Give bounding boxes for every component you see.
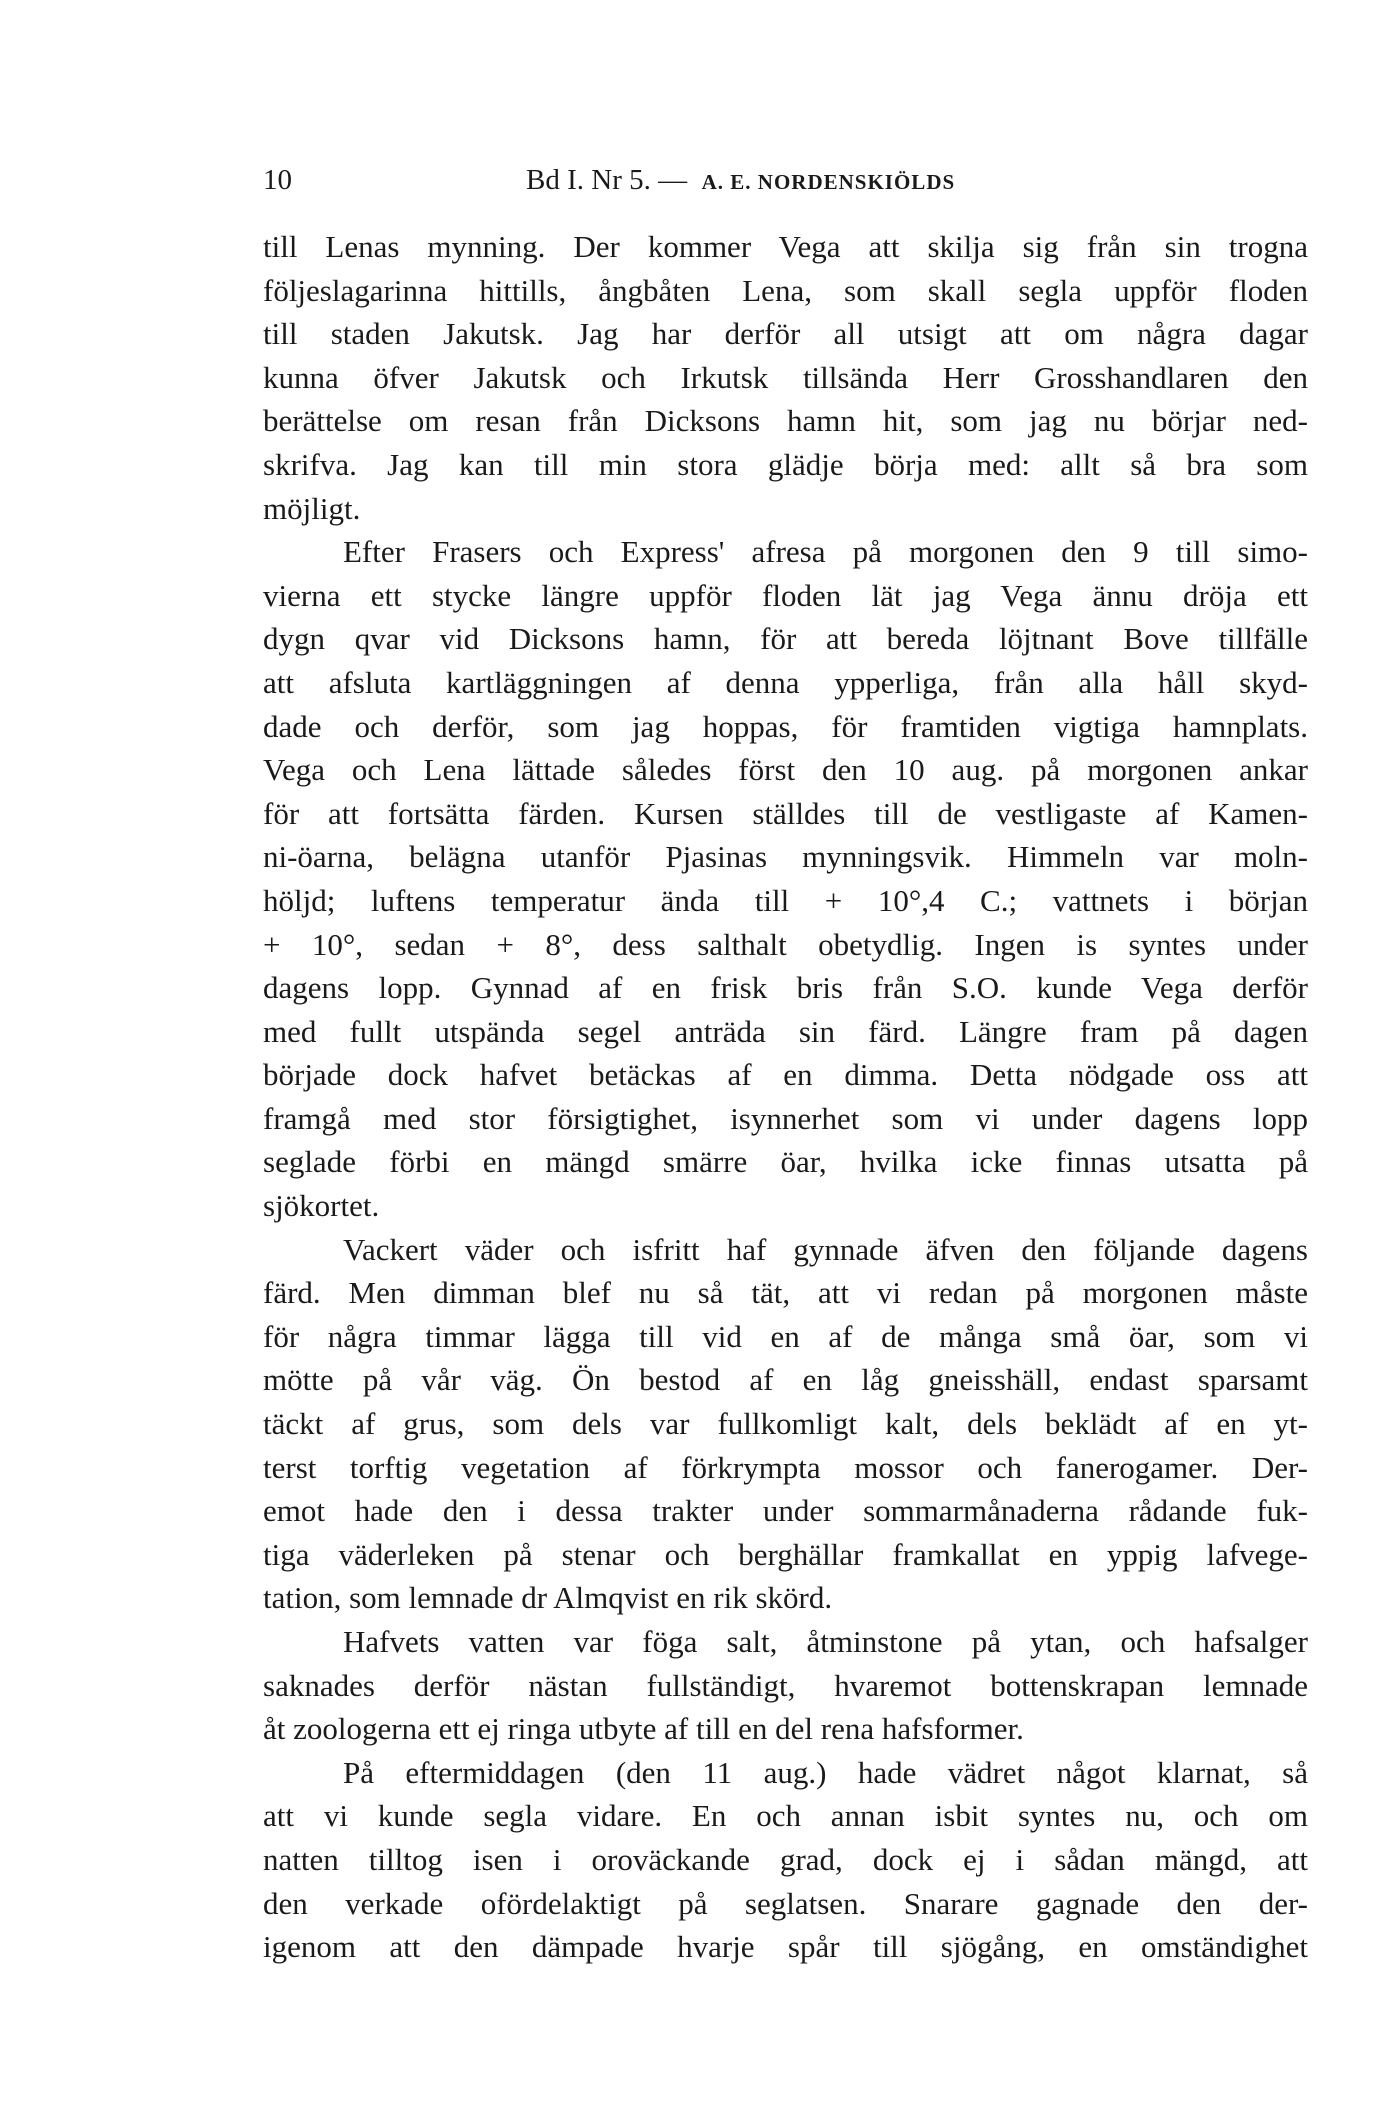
text-line: till Lenas mynning. Der kommer Vega att skilja sig från sin trogna	[263, 229, 1308, 264]
text-line: att vi kunde segla vidare. En och annan isbit syntes nu, och om	[263, 1798, 1308, 1834]
text-line: terst torftig vegetation af förkrympta mossor och fanerogamer. Der-	[263, 1449, 1308, 1485]
text-line: emot hade den i dessa trakter under sommarmånaderna rådande fuk-	[263, 1493, 1308, 1529]
text-line: tation, som lemnade dr Almqvist en rik skörd.	[263, 1580, 833, 1616]
text-line: för några timmar lägga till vid en af de många små öar, som vi	[263, 1318, 1308, 1354]
running-head	[263, 160, 1308, 200]
text-line: saknades derför nästan fullständigt, hvaremot bottenskrapan lemnade	[263, 1667, 1308, 1703]
text-line: ni-öarna, belägna utanför Pjasinas mynningsvik. Himmeln var moln-	[263, 839, 1308, 875]
author-name: A. E. NORDENSKIÖLDS	[701, 170, 956, 194]
text-line: natten tilltog isen i oroväckande grad, dock ej i sådan mängd, att	[263, 1841, 1308, 1877]
text-line: mötte på vår väg. Ön bestod af en låg gneisshäll, endast sparsamt	[263, 1362, 1308, 1398]
text-line: sjökortet.	[263, 1188, 380, 1224]
text-line: till staden Jakutsk. Jag har derför all utsigt att om några dagar	[263, 316, 1308, 352]
text-line: den verkade ofördelaktigt på seglatsen. Snarare gagnade den der-	[263, 1885, 1308, 1921]
text-line: följeslagarinna hittills, ångbåten Lena, som skall segla uppför floden	[263, 272, 1308, 308]
text-line: Hafvets vatten var föga salt, åtminstone på ytan, och hafsalger	[343, 1624, 1308, 1659]
text-line: dagens lopp. Gynnad af en frisk bris från S.O. kunde Vega derför	[263, 970, 1308, 1006]
text-line: Vackert väder och isfritt haf gynnade äfven den följande dagens	[343, 1231, 1308, 1267]
running-title	[526, 160, 955, 202]
text-line: vierna ett stycke längre uppför floden lät jag Vega ännu dröja ett	[263, 577, 1308, 613]
text-line: för att fortsätta färden. Kursen ställdes till de vestligaste af Kamen-	[263, 795, 1308, 831]
text-line: skrifva. Jag kan till min stora glädje börja med: allt så bra som	[263, 446, 1308, 482]
text-line: täckt af grus, som dels var fullkomligt kalt, dels beklädt af en yt-	[263, 1406, 1308, 1442]
text-line: kunna öfver Jakutsk och Irkutsk tillsända Herr Grosshandlaren den	[263, 359, 1308, 395]
text-line: Vega och Lena lättade således först den 10 aug. på morgonen ankar	[263, 752, 1308, 788]
text-line: med fullt utspända segel anträda sin färd. Längre fram på dagen	[263, 1013, 1308, 1049]
text-line: att afsluta kartläggningen af denna ypperliga, från alla håll skyd-	[263, 664, 1308, 700]
series-label: Bd I. Nr 5. —	[526, 164, 688, 196]
text-line: + 10°, sedan + 8°, dess salthalt obetydlig. Ingen is syntes under	[263, 926, 1308, 962]
text-line: dade och derför, som jag hoppas, för framtiden vigtiga hamnplats.	[263, 708, 1308, 744]
body-text	[263, 225, 1308, 1969]
page-number: 10	[263, 164, 292, 196]
text-line: Efter Frasers och Express' afresa på morgonen den 9 till simo-	[343, 534, 1308, 570]
text-line: seglade förbi en mängd smärre öar, hvilka icke finnas utsatta på	[263, 1144, 1308, 1180]
text-line: framgå med stor försigtighet, isynnerhet som vi under dagens lopp	[263, 1100, 1308, 1136]
text-line: berättelse om resan från Dicksons hamn hit, som jag nu börjar ned-	[263, 403, 1308, 439]
text-line: färd. Men dimman blef nu så tät, att vi redan på morgonen måste	[263, 1275, 1308, 1311]
text-line: dygn qvar vid Dicksons hamn, för att bereda löjtnant Bove tillfälle	[263, 621, 1308, 657]
text-line: började dock hafvet betäckas af en dimma. Detta nödgade oss att	[263, 1057, 1308, 1093]
text-line: På eftermiddagen (den 11 aug.) hade vädret något klarnat, så	[343, 1754, 1308, 1790]
text-line: åt zoologerna ett ej ringa utbyte af till en del rena hafsformer.	[263, 1711, 1024, 1747]
text-line: tiga väderleken på stenar och berghällar framkallat en yppig lafvege-	[263, 1536, 1308, 1572]
text-line: igenom att den dämpade hvarje spår till sjögång, en omständighet	[263, 1929, 1308, 1965]
text-line: höljd; luftens temperatur ända till + 10°,4 C.; vattnets i början	[263, 882, 1308, 918]
text-line: möjligt.	[263, 490, 361, 526]
